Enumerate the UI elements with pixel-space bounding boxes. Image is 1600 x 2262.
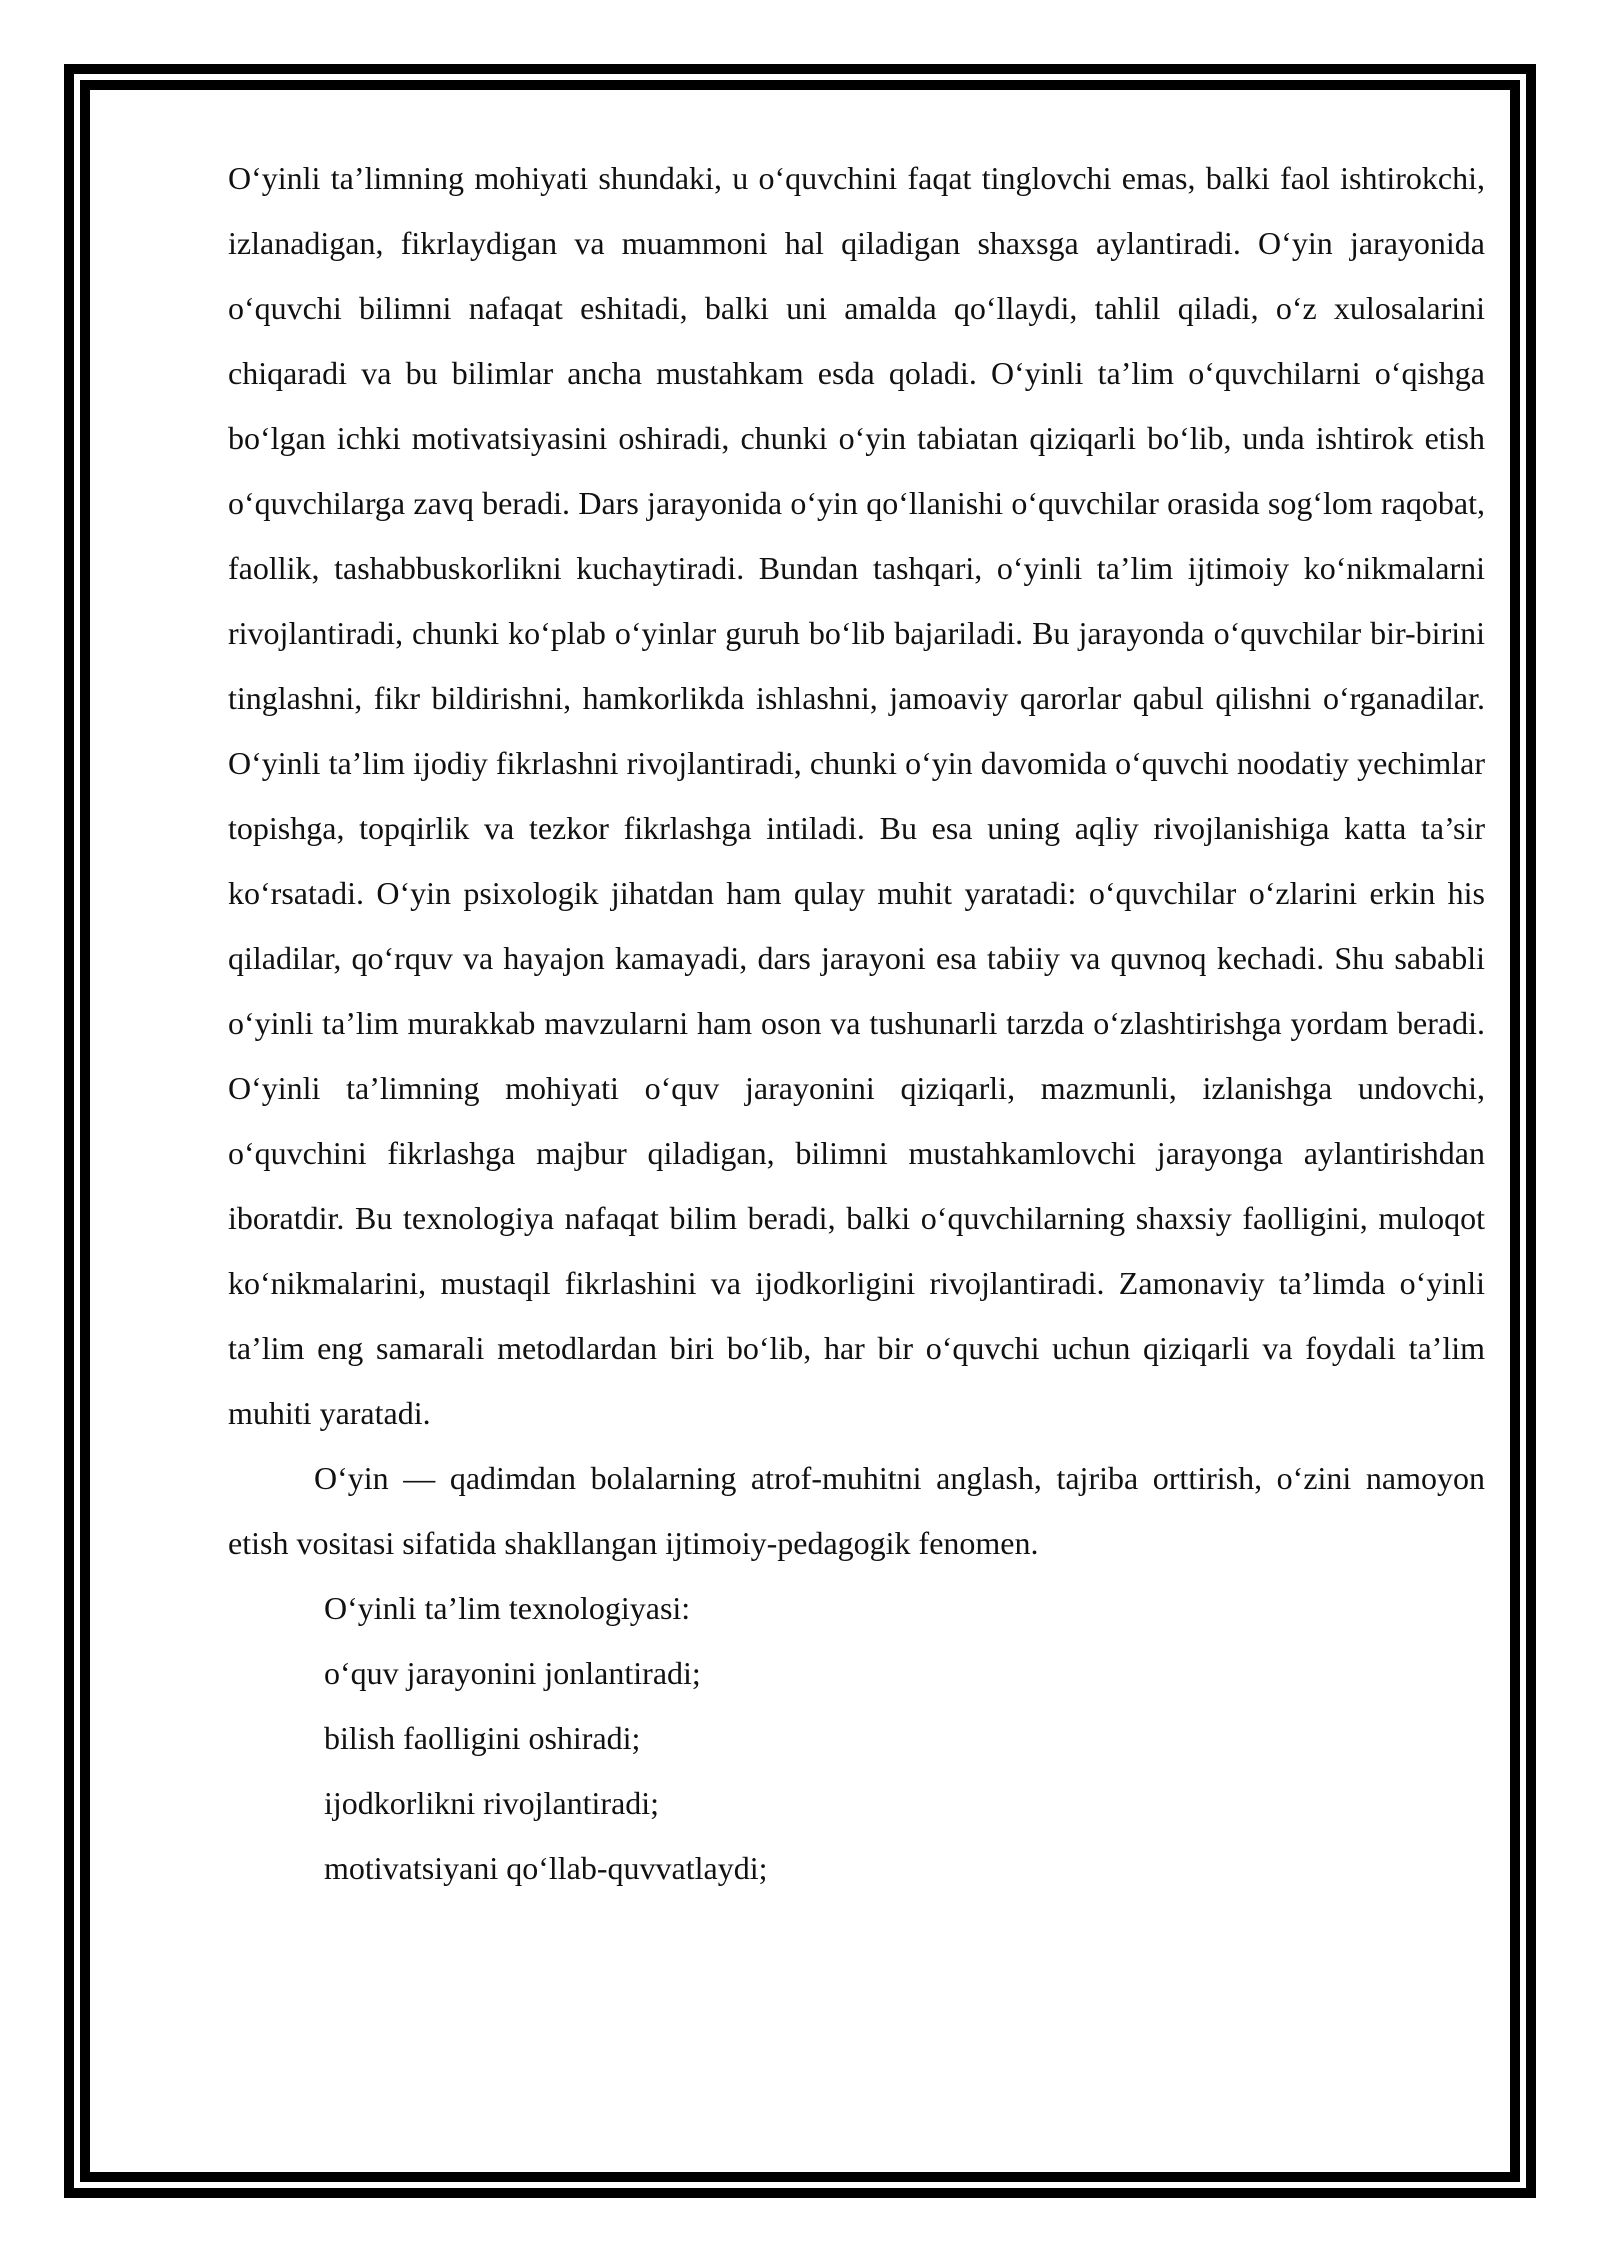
- list-heading: O‘yinli ta’lim texnologiyasi:: [324, 1590, 691, 1626]
- list-item: o‘quv jarayonini jonlantiradi;: [324, 1655, 701, 1691]
- list-item: ijodkorlikni rivojlantiradi;: [324, 1785, 660, 1821]
- list-item: motivatsiyani qo‘llab-quvvatlaydi;: [324, 1850, 768, 1886]
- paragraph-definition: O‘yin — qadimdan bolalarning atrof-muhitni anglash, tajriba orttirish, o‘zini namoyon etish vositasi sifatida shakllangan ijtimoiy-pedagogik fenomen.: [228, 1460, 1485, 1561]
- list-item: bilish faolligini oshiradi;: [324, 1720, 641, 1756]
- paragraph-main: O‘yinli ta’limning mohiyati shundaki, u o‘quvchini faqat tinglovchi emas, balki faol ishtirokchi, izlanadigan, fikrlaydigan va muammoni hal qiladigan shaxsga aylantiradi. O‘yin jarayonida o‘quvchi bilimni nafaqat eshitadi, balki uni amalda qo‘llaydi, tahlil qiladi, o‘z xulosalarini chiqaradi va bu bilimlar ancha mustahkam esda qoladi. O‘yinli ta’lim o‘quvchilarni o‘qishga bo‘lgan ichki motivatsiyasini oshiradi, chunki o‘yin tabiatan qiziqarli bo‘lib, unda ishtirok etish o‘quvchilarga zavq beradi. Dars jarayonida o‘yin qo‘llanishi o‘quvchilar orasida sog‘lom raqobat, faollik, tashabbuskorlikni kuchaytiradi. Bundan tashqari, o‘yinli ta’lim ijtimoiy ko‘nikmalarni rivojlantiradi, chunki ko‘plab o‘yinlar guruh bo‘lib bajariladi. Bu jarayonda o‘quvchilar bir-birini tinglashni, fikr bildirishni, hamkorlikda ishlashni, jamoaviy qarorlar qabul qilishni o‘rganadilar. O‘yinli ta’lim ijodiy fikrlashni rivojlantiradi, chunki o‘yin davomida o‘quvchi noodatiy yechimlar topishga, topqirlik va tezkor fikrlashga intiladi. Bu esa uning aqliy rivojlanishiga katta ta’sir ko‘rsatadi. O‘yin psixologik jihatdan ham qulay muhit yaratadi: o‘quvchilar o‘zlarini erkin his qiladilar, qo‘rquv va hayajon kamayadi, dars jarayoni esa tabiiy va quvnoq kechadi. Shu sababli o‘yinli ta’lim murakkab mavzularni ham oson va tushunarli tarzda o‘zlashtirishga yordam beradi. O‘yinli ta’limning mohiyati o‘quv jarayonini qiziqarli, mazmunli, izlanishga undovchi, o‘quvchini fikrlashga majbur qiladigan, bilimni mustahkamlovchi jarayonga aylantirishdan iboratdir. Bu texnologiya nafaqat bilim beradi, balki o‘quvchilarning shaxsiy faolligini, muloqot ko‘nikmalarini, mustaqil fikrlashini va ijodkorligini rivojlantiradi. Zamonaviy ta’limda o‘yinli ta’lim eng samarali metodlardan biri bo‘lib, har bir o‘quvchi uchun qiziqarli va foydali ta’lim muhiti yaratadi.: [228, 160, 1485, 1431]
- document-body: [228, 146, 1485, 1901]
- technology-list: [228, 1576, 1485, 1901]
